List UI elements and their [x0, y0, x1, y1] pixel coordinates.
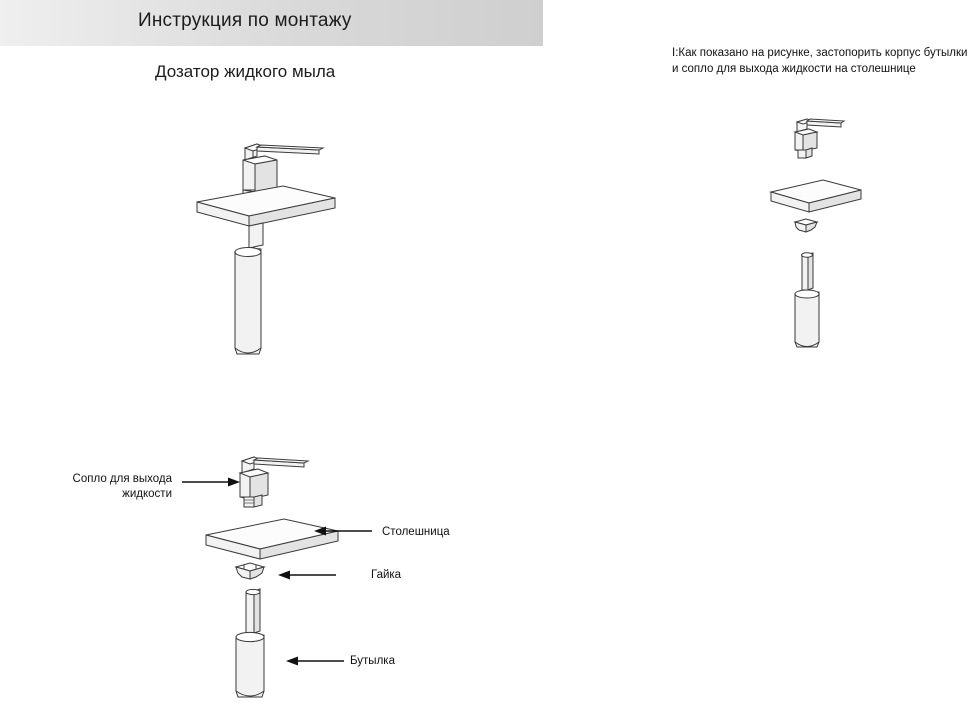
label-nut: Гайка: [371, 569, 402, 581]
product-subtitle: Дозатор жидкого мыла: [155, 62, 336, 81]
arrow-nozzle: [182, 475, 242, 489]
soap-dispenser-small-figure: [765, 110, 915, 410]
label-bottle: Бутылка: [350, 655, 395, 667]
label-nozzle: Сопло для выхода жидкости: [72, 473, 172, 500]
arrow-bottle: [284, 654, 344, 668]
arrow-nut: [276, 568, 336, 582]
page-title: Инструкция по монтажу: [138, 10, 352, 31]
label-countertop: Столешница: [382, 526, 450, 538]
soap-dispenser-assembled-figure: [185, 130, 385, 390]
arrow-countertop: [312, 524, 372, 538]
installation-note: I:Как показано на рисунке, застопорить корпус бутылки и сопло для выхода жидкости на столешнице: [672, 47, 968, 75]
